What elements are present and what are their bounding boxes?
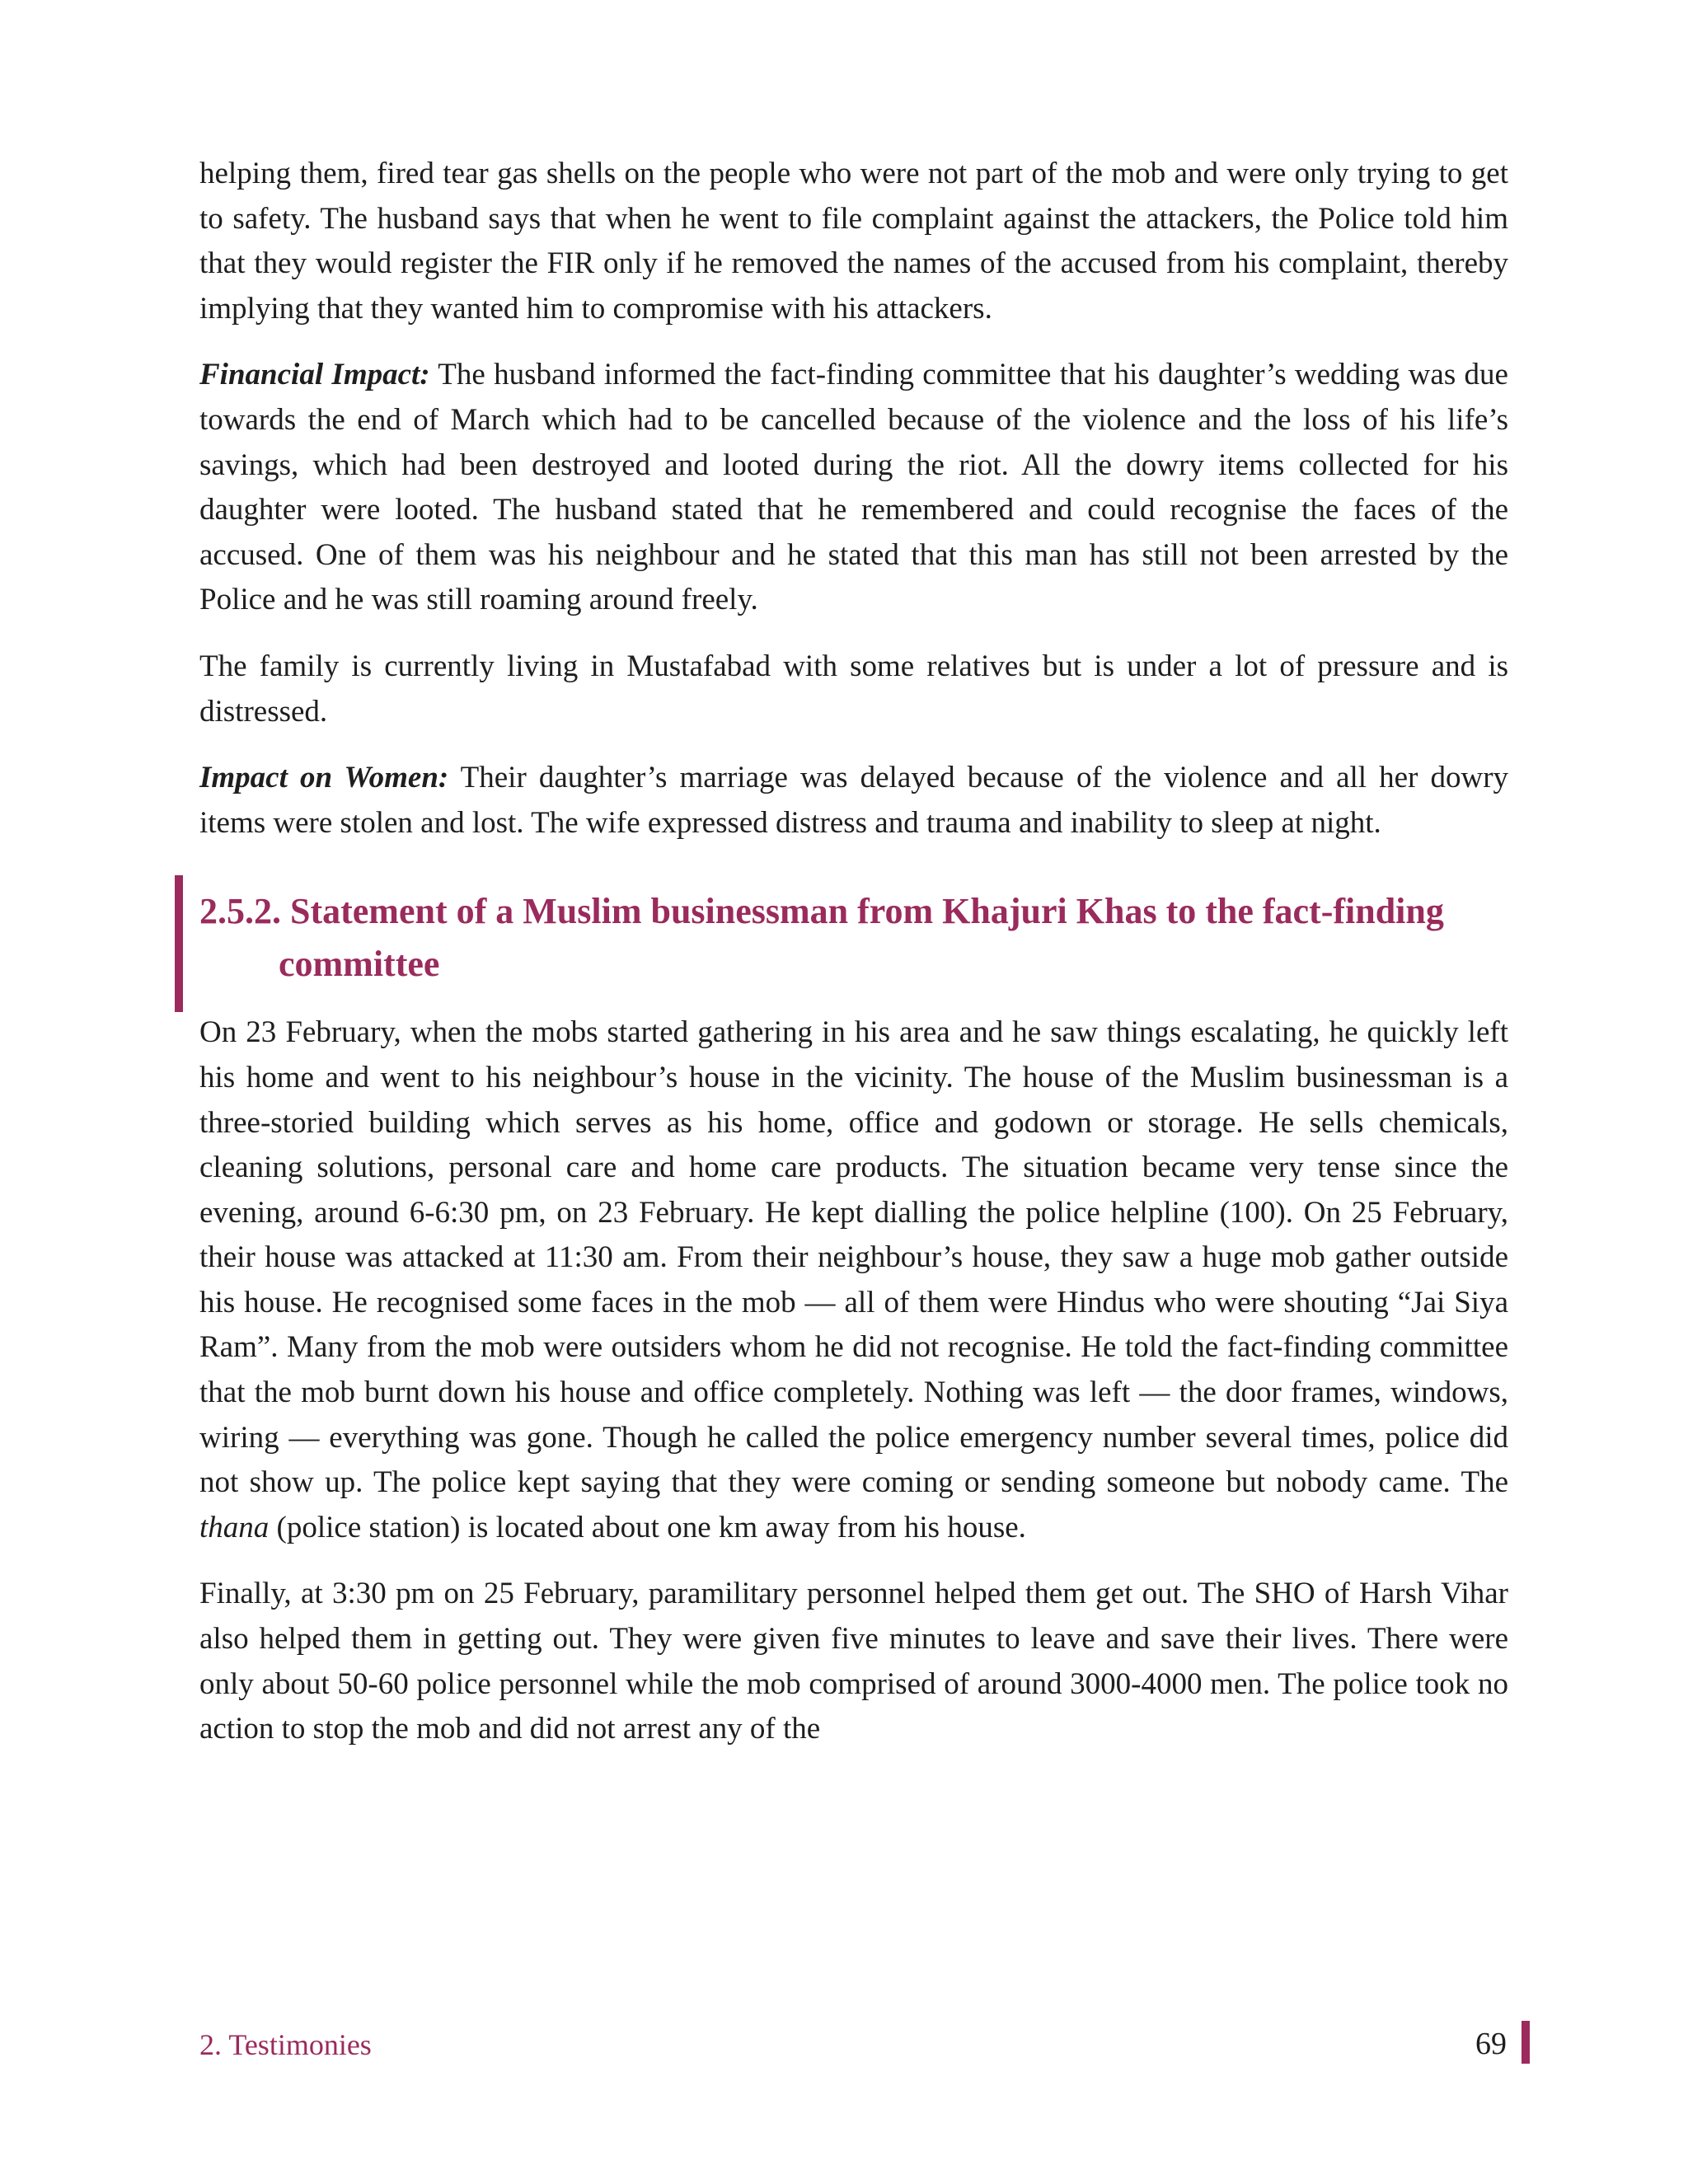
footer-page-number: 69 [1475, 2027, 1507, 2061]
impact-on-women-text: Their daughter’s marriage was delayed because of the violence and all her dowry items were stolen and lost. The wife expressed distress and trauma and inability to sleep at night. [199, 761, 1509, 840]
section-accent-bar [175, 875, 183, 1012]
paragraph-impact-on-women [199, 756, 1508, 846]
paragraph-financial-impact [199, 353, 1508, 623]
statement-text-before: On 23 February, when the mobs started gathering in his area and he saw things escalating, he quickly left his home and went to his neighbour’s house in the vicinity. The house of the Muslim businessman is a three-storied building which serves as his home, office and godown or storage. He sells chemicals, cleaning solutions, personal care and home care products. The situation became very tense since the evening, around 6-6:30 pm, on 23 February. He kept dialling the police helpline (100). On 25 February, their house was attacked at 11:30 am. From their neighbour’s house, they saw a huge mob gather outside his house. He recognised some faces in the mob — all of them were Hindus who were shouting “Jai Siya Ram”. Many from the mob were outsiders whom he did not recognise. He told the fact-finding committee that the mob burnt down his house and office completely. Nothing was left — the door frames, windows, wiring — everything was gone. Though he called the police emergency number several times, police did not show up. The police kept saying that they were coming or sending someone but nobody came. The [199, 1015, 1508, 1500]
paragraph-rescue: Finally, at 3:30 pm on 25 February, paramilitary personnel helped them get out. The SHO of Harsh Vihar also helped them in getting out. They were given five minutes to leave and save their lives. There were only about 50-60 police personnel while the mob comprised of around 3000-4000 men. The police took no action to stop the mob and did not arrest any of the [199, 1577, 1508, 1746]
page-body [199, 152, 1508, 1774]
footer-accent-bar [1522, 2021, 1530, 2064]
paragraph-family-status: The family is currently living in Mustafabad with some relatives but is under a lot of pressure and is distressed. [199, 649, 1508, 729]
statement-italic-term: thana [199, 1510, 270, 1544]
financial-impact-lead: Financial Impact: [199, 358, 430, 392]
footer-chapter-label: 2. Testimonies [199, 2028, 372, 2061]
section-title: 2.5.2. Statement of a Muslim businessman from Khajuri Khas to the fact-finding committee [199, 891, 1444, 985]
section-heading-block [199, 885, 1508, 991]
financial-impact-text: The husband informed the fact-finding committee that his daughter’s wedding was due towards the end of March which had to be cancelled because of the violence and the loss of his life’s savings, which had been destroyed and looted during the riot. All the dowry items collected for his daughter were looted. The husband stated that he remembered and could recognise the faces of the accused. One of them was his neighbour and he stated that this man has still not been arrested by the Police and he was still roaming around freely. [199, 358, 1508, 617]
paragraph-businessman-statement [199, 1010, 1508, 1550]
paragraph-1: helping them, fired tear gas shells on the people who were not part of the mob and were only trying to get to safety. The husband says that when he went to file complaint against the attackers, the Police told him that they would register the FIR only if he removed the names of the accused from his complaint, thereby implying that they wanted him to compromise with his attackers. [199, 157, 1508, 326]
impact-on-women-lead: Impact on Women: [199, 761, 449, 795]
statement-text-after: (police station) is located about one km away from his house. [269, 1510, 1026, 1544]
